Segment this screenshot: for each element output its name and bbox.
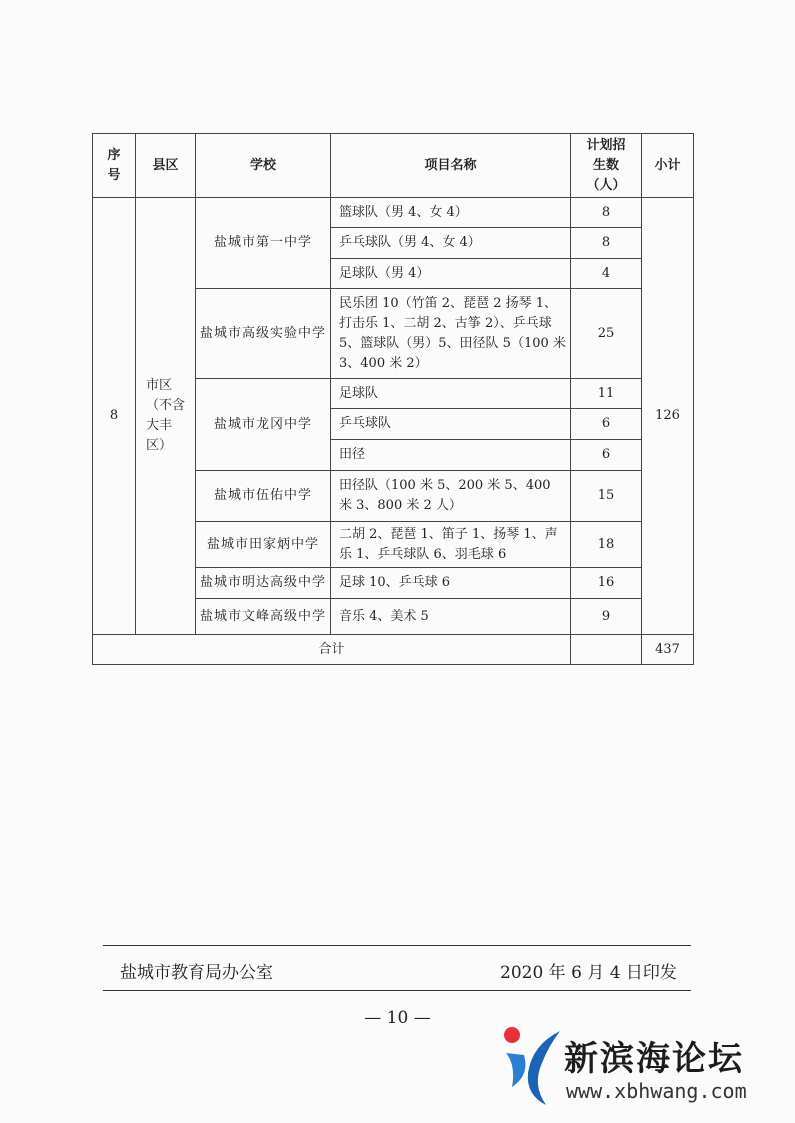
footer-bottom-rule xyxy=(103,990,691,991)
header-project: 项目名称 xyxy=(331,134,571,198)
total-empty xyxy=(571,635,642,665)
cell-school: 盐城市明达高级中学 xyxy=(196,568,331,599)
cell-school: 盐城市田家炳中学 xyxy=(196,522,331,568)
watermark-logo-icon xyxy=(502,1025,564,1110)
issuing-office: 盐城市教育局办公室 xyxy=(120,963,273,983)
cell-no: 8 xyxy=(93,198,136,635)
total-label: 合计 xyxy=(93,635,571,665)
cell-project: 足球队（男 4） xyxy=(331,259,571,289)
cell-project: 篮球队（男 4、女 4） xyxy=(331,198,571,228)
header-row xyxy=(93,134,694,198)
cell-project: 音乐 4、美术 5 xyxy=(331,599,571,635)
cell-count: 8 xyxy=(571,198,642,228)
cell-school: 盐城市伍佑中学 xyxy=(196,471,331,522)
cell-project: 足球队 xyxy=(331,379,571,409)
watermark-url: www.xbhwang.com xyxy=(566,1079,747,1103)
cell-count: 15 xyxy=(571,471,642,522)
watermark-title: 新滨海论坛 xyxy=(564,1039,744,1079)
header-district: 县区 xyxy=(136,134,196,198)
cell-project: 乒乓球队 xyxy=(331,409,571,440)
cell-project: 田径 xyxy=(331,440,571,471)
cell-count: 18 xyxy=(571,522,642,568)
page-number: — 10 — xyxy=(364,1008,431,1028)
header-no: 序号 xyxy=(93,134,136,198)
cell-school: 盐城市第一中学 xyxy=(196,198,331,289)
cell-project: 足球 10、乒乓球 6 xyxy=(331,568,571,599)
table-row xyxy=(93,198,694,228)
header-plan: 计划招生数（人） xyxy=(571,134,642,198)
cell-project: 二胡 2、琵琶 1、笛子 1、扬琴 1、声乐 1、乒乓球队 6、羽毛球 6 xyxy=(331,522,571,568)
header-subtotal: 小计 xyxy=(642,134,694,198)
watermark xyxy=(502,1025,792,1110)
total-value: 437 xyxy=(642,635,694,665)
issue-date: 2020 年 6 月 4 日印发 xyxy=(500,963,677,983)
cell-subtotal: 126 xyxy=(642,198,694,635)
cell-count: 11 xyxy=(571,379,642,409)
cell-count: 8 xyxy=(571,228,642,259)
cell-count: 6 xyxy=(571,440,642,471)
cell-count: 6 xyxy=(571,409,642,440)
total-row xyxy=(93,635,694,665)
cell-count: 16 xyxy=(571,568,642,599)
cell-school: 盐城市龙冈中学 xyxy=(196,379,331,471)
cell-school: 盐城市文峰高级中学 xyxy=(196,599,331,635)
cell-project: 田径队（100 米 5、200 米 5、400 米 3、800 米 2 人） xyxy=(331,471,571,522)
cell-count: 9 xyxy=(571,599,642,635)
header-school: 学校 xyxy=(196,134,331,198)
enrollment-table xyxy=(92,133,694,665)
cell-school: 盐城市高级实验中学 xyxy=(196,289,331,379)
cell-count: 25 xyxy=(571,289,642,379)
cell-project: 乒乓球队（男 4、女 4） xyxy=(331,228,571,259)
cell-project: 民乐团 10（竹笛 2、琵琶 2 扬琴 1、打击乐 1、二胡 2、古筝 2）、乒乓球 5、篮球队（男）5、田径队 5（100 米 3、400 米 2） xyxy=(331,289,571,379)
footer-top-rule xyxy=(103,945,691,946)
cell-count: 4 xyxy=(571,259,642,289)
cell-district: 市区（不含大丰区） xyxy=(136,198,196,635)
